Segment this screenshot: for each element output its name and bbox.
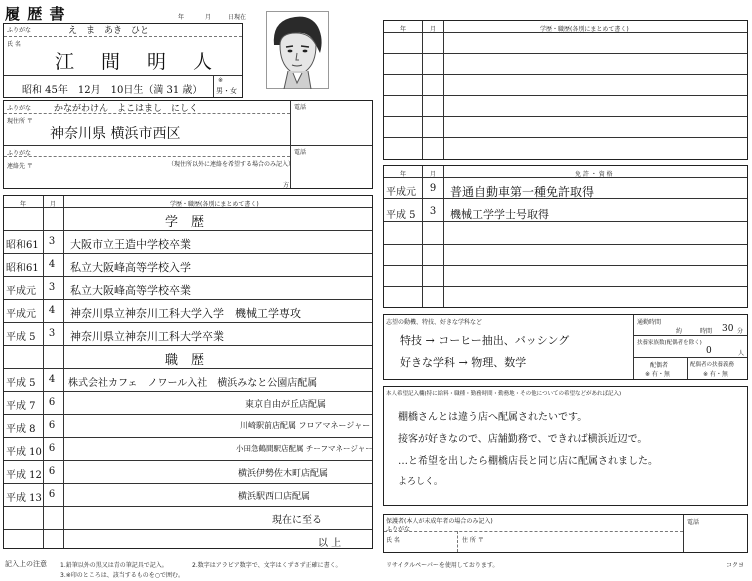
address-furigana-label: ふりがな (7, 105, 32, 112)
guardian-address-label: 住 所 〒 (462, 537, 484, 544)
request-line-3: …と希望を出したら棚橋店長と同じ店に配属されました。 (398, 456, 658, 467)
commute-label: 通勤時間 (637, 319, 662, 326)
guardian-phone-label: 電話 (687, 519, 700, 526)
history-text: 神奈川県立神奈川工科大学卒業 (70, 330, 224, 343)
history-month: 6 (48, 466, 56, 477)
work-heading: 職 歴 (165, 353, 205, 368)
history-month: 6 (48, 489, 56, 500)
right-history-col-month: 月 (430, 26, 437, 33)
motivation-line-1: 特技 → コーヒー抽出、バッシング (400, 334, 570, 347)
history-era: 平成元 (6, 309, 36, 320)
birth-date: 昭和 45年 12月 10日生（満 31 歳） (22, 85, 203, 96)
address-value: 神奈川県 横浜市西区 (50, 126, 181, 142)
applicant-name: 江 間 明 人 (55, 51, 217, 73)
name-reading: え ま あき ひと (68, 26, 150, 36)
address-reading: かながわけん よこはまし にしく (54, 104, 199, 114)
education-heading: 学 歴 (165, 215, 205, 230)
history-col-year: 年 (20, 201, 27, 208)
address-phone-label: 電話 (294, 104, 307, 111)
requests-box (383, 386, 748, 506)
applicant-photo (266, 11, 329, 89)
name-label: 氏 名 (7, 41, 21, 48)
history-end: 以 上 (318, 538, 342, 549)
resume-title: 履 歴 書 (5, 5, 66, 23)
history-era: 平成 12 (6, 470, 42, 481)
licenses-col-month: 月 (430, 171, 437, 178)
license-era: 平成元 (386, 187, 416, 198)
sex-field: 男・女 (216, 87, 237, 95)
date-label-month: 月 (205, 14, 212, 21)
history-col-title: 学歴・職歴(各別にまとめて書く) (170, 201, 259, 208)
history-month: 6 (48, 443, 56, 454)
history-col-month: 月 (50, 201, 57, 208)
license-era: 平成 5 (386, 210, 416, 221)
contact-suffix: 方 (283, 182, 290, 189)
licenses-col-year: 年 (400, 171, 407, 178)
spouse-support-options: ※ 有・無 (703, 371, 728, 378)
history-present: 現在に至る (272, 515, 322, 526)
note-2: 2.数字はアラビア数字で、文字はくずさず正確に書く。 (192, 562, 342, 569)
right-history-col-year: 年 (400, 26, 407, 33)
address-label: 現住所 〒 (7, 118, 33, 125)
contact-furigana-label: ふりがな (7, 150, 32, 157)
history-month: 4 (48, 259, 56, 270)
dependents-value: 0 (706, 346, 712, 356)
history-text: 株式会社カフェ ノワール入社 横浜みなと公園店配属 (68, 378, 318, 389)
request-line-2: 接客が好きなので、店舗勤務で、できれば横浜近辺で。 (398, 434, 648, 445)
contact-label: 連絡先 〒 (7, 163, 33, 170)
note-3: 3.※印のところは、該当するものを○で囲む。 (60, 572, 184, 579)
guardian-name-label: 氏 名 (386, 537, 400, 544)
history-month: 6 (48, 420, 56, 431)
right-history-table (383, 20, 748, 160)
history-era: 昭和61 (6, 263, 39, 274)
name-furigana-label: ふりがな (7, 27, 32, 34)
contact-phone-label: 電話 (294, 149, 307, 156)
history-text: 大阪市立王造中学校卒業 (70, 238, 191, 251)
recycle-note: リサイクルペーパーを使用しております。 (386, 562, 499, 569)
history-era: 平成 8 (6, 424, 36, 435)
history-text: 私立大阪峰高等学校卒業 (70, 284, 191, 297)
license-month: 9 (429, 183, 437, 194)
notes-label: 記入上の注意 (5, 560, 47, 568)
licenses-col-title: 免 許 ・ 資 格 (575, 171, 613, 178)
history-era: 平成 7 (6, 401, 36, 412)
right-history-col-title: 学歴・職歴(各別にまとめて書く) (540, 26, 629, 33)
commute-prefix: 約 (676, 328, 683, 335)
requests-label: 本人希望記入欄(特に給料・職種・勤務時間・勤務地・その他についての希望などがあれば記入) (386, 391, 622, 397)
history-era: 平成 5 (6, 332, 36, 343)
history-month: 3 (48, 282, 56, 293)
history-text: 川崎駅前店配属 フロアマネージャー (240, 421, 371, 430)
history-era: 平成元 (6, 286, 36, 297)
license-month: 3 (429, 206, 437, 217)
commute-minutes-unit: 分 (737, 328, 744, 335)
history-text: 神奈川県立神奈川工科大学入学 機械工学専攻 (70, 307, 301, 320)
motivation-label: 志望の動機、特技、好きな学科など (386, 319, 483, 326)
history-month: 4 (48, 305, 56, 316)
spouse-support-label: 配偶者の扶養義務 (690, 362, 735, 368)
license-text: 普通自動車第一種免許取得 (450, 185, 595, 199)
guardian-furigana-label: ふりがな (386, 526, 411, 533)
history-month: 3 (48, 328, 56, 339)
spouse-label: 配偶者 (650, 362, 669, 369)
motivation-line-2: 好きな学科 → 物理、数学 (400, 356, 527, 369)
history-text: 横浜伊勢佐木町店配属 (238, 469, 329, 479)
history-era: 平成 5 (6, 378, 36, 389)
contact-note: （現住所以外に連絡を希望する場合のみ記入） (168, 161, 295, 168)
dependents-unit: 人 (738, 350, 745, 357)
history-month: 6 (48, 397, 56, 408)
history-era: 昭和61 (6, 240, 39, 251)
brand-logo: コクヨ (726, 562, 745, 569)
license-text: 機械工学学士号取得 (450, 208, 549, 221)
request-line-4: よろしく。 (398, 477, 443, 487)
note-1: 1.鉛筆以外の黒又は青の筆記具で記入。 (60, 562, 168, 569)
history-text: 小田急鶴間駅店配属 チーフマネージャー (236, 444, 373, 453)
guardian-label: 保護者(本人が未成年者の場合のみ記入) (386, 518, 493, 525)
sex-note: ※ (218, 77, 224, 84)
history-month: 3 (48, 236, 56, 247)
spouse-options: ※ 有・無 (645, 371, 670, 378)
dependents-label: 扶養家族数(配偶者を除く) (637, 340, 702, 346)
commute-hours-unit: 時間 (700, 328, 713, 335)
history-text: 東京自由が丘店配属 (245, 400, 327, 410)
history-month: 4 (48, 374, 56, 385)
commute-minutes: 30 (722, 324, 734, 334)
date-label-day: 日現在 (228, 14, 247, 21)
date-label-year: 年 (178, 14, 185, 21)
history-era: 平成 10 (6, 447, 42, 458)
history-text: 横浜駅西口店配属 (238, 492, 311, 502)
history-era: 平成 13 (6, 493, 42, 504)
history-text: 私立大阪峰高等学校入学 (70, 261, 191, 274)
request-line-1: 棚橋さんとは違う店へ配属されたいです。 (398, 412, 588, 423)
